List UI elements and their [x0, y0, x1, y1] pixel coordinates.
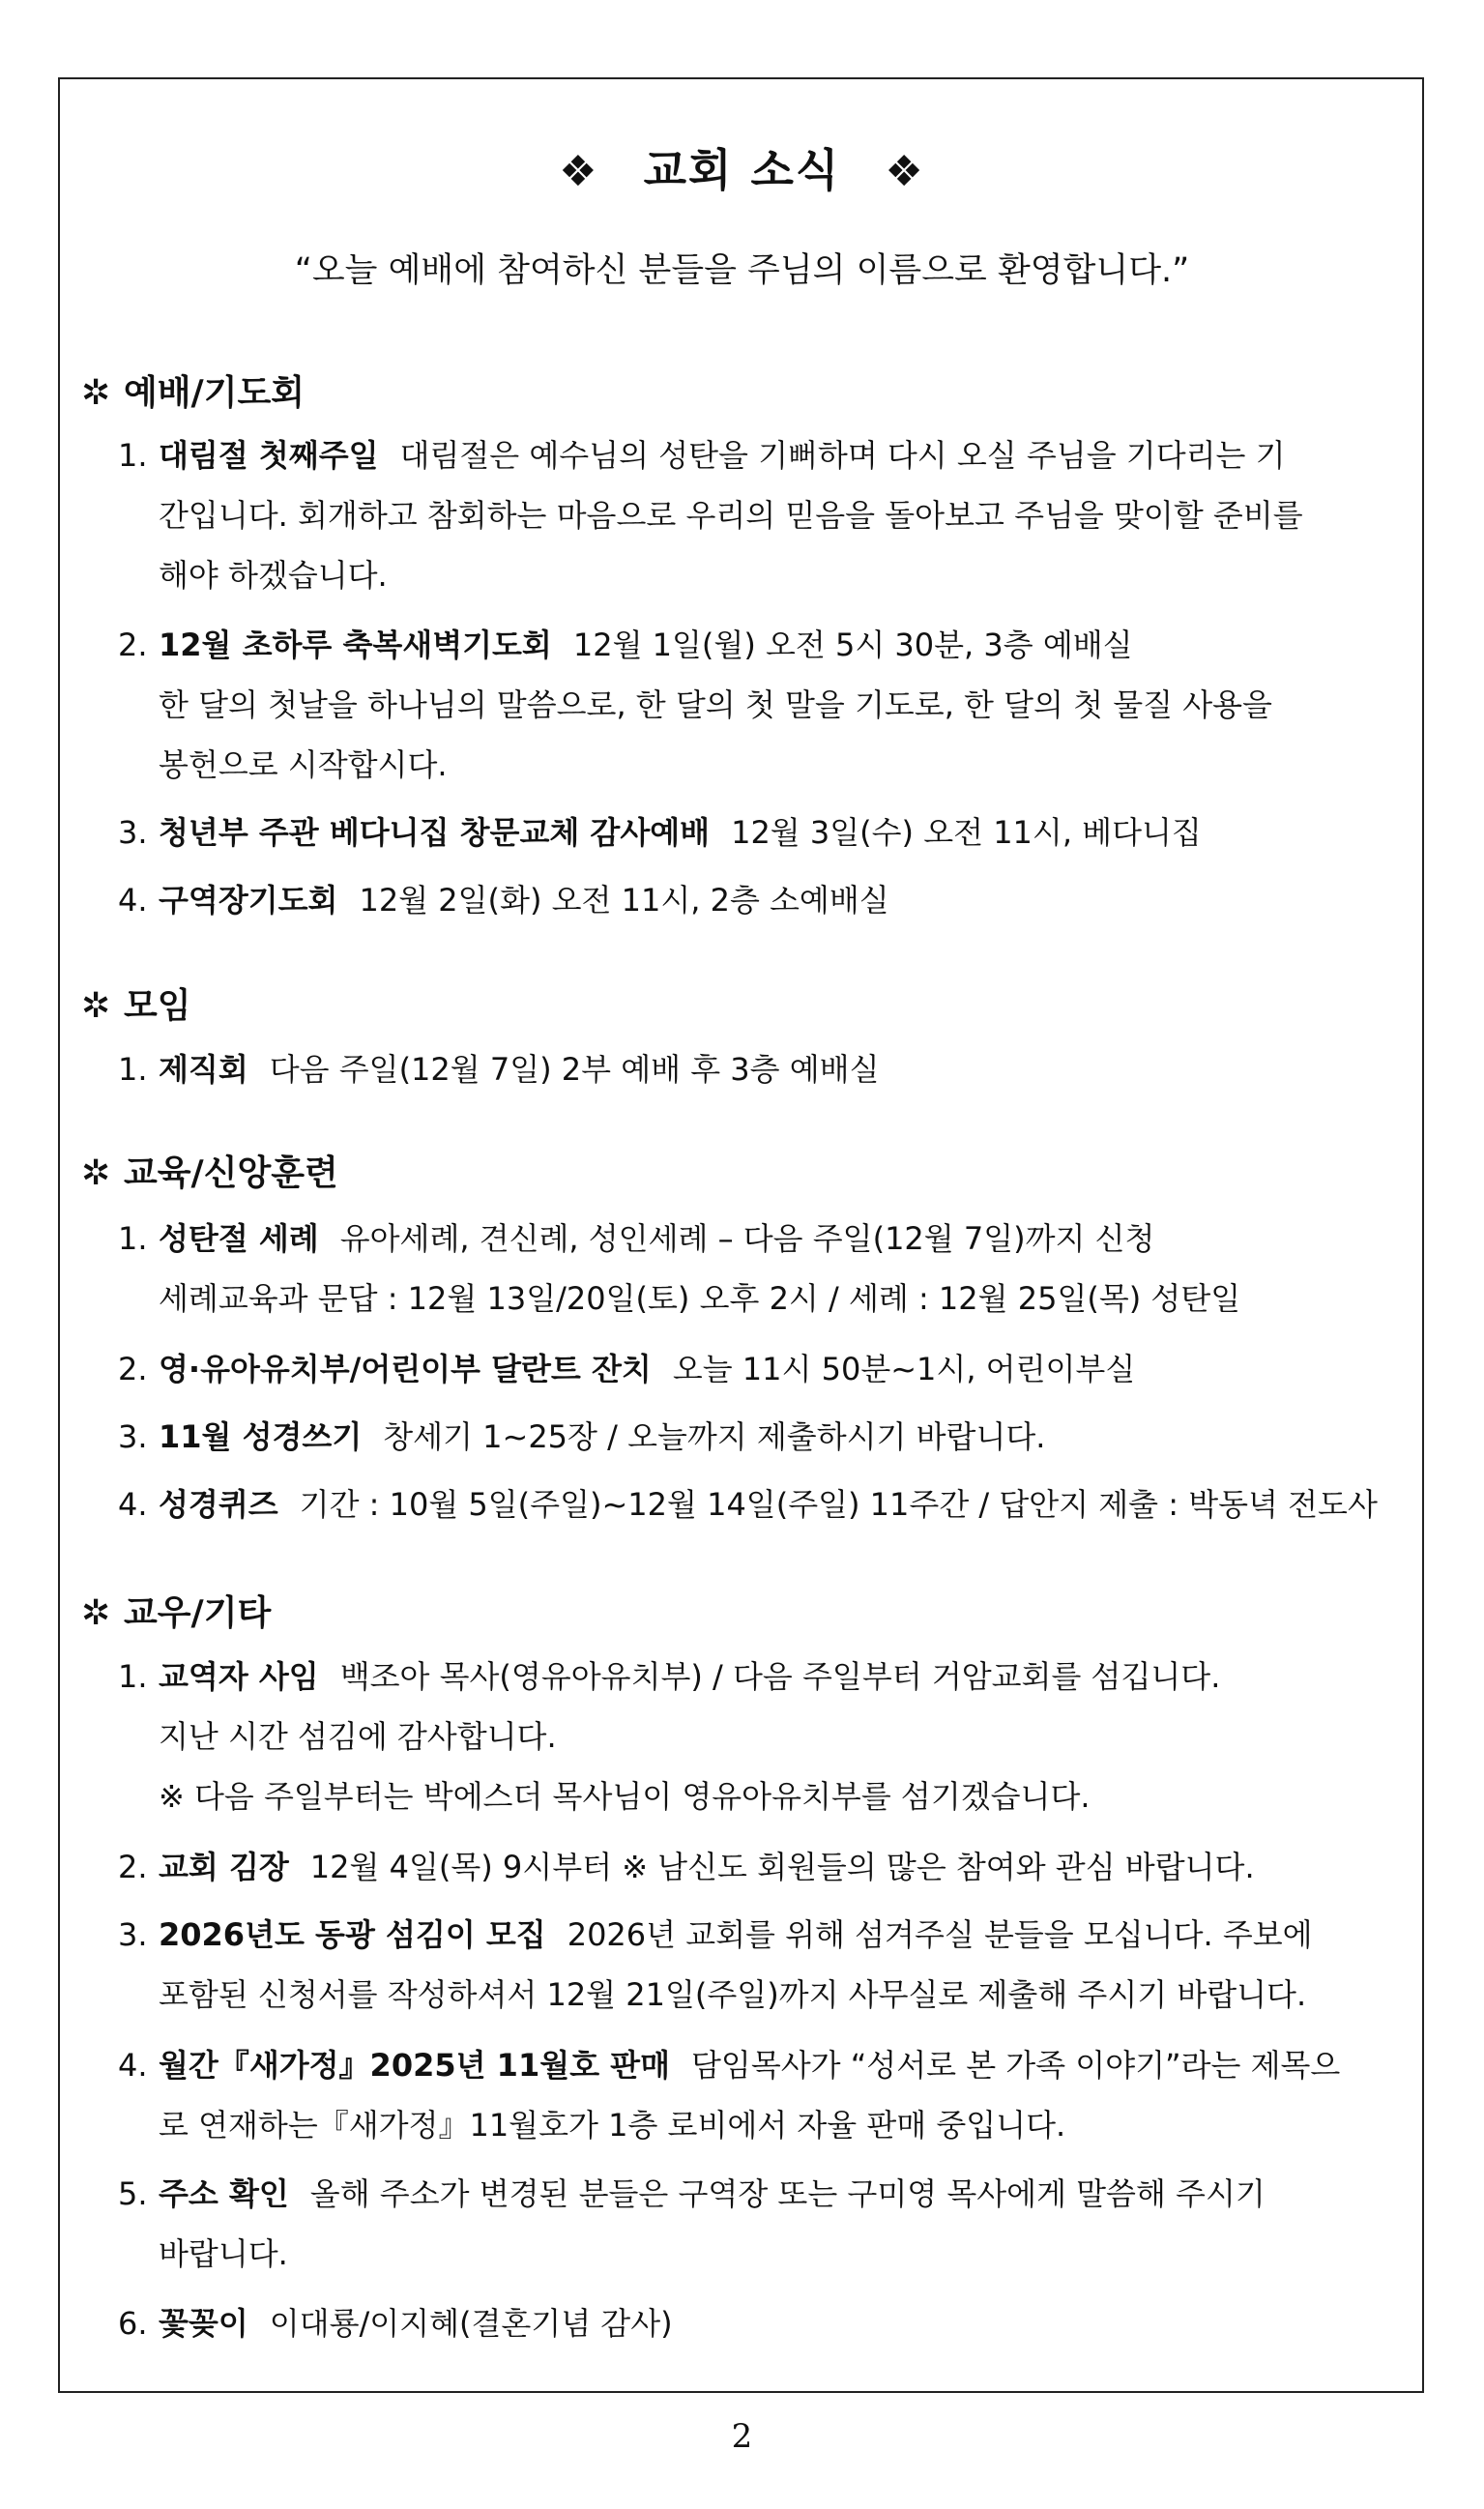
list-item: 3. 청년부 주관 베다니집 창문교체 감사예배 12월 3일(수) 오전 11시, 베다니집	[118, 814, 1202, 851]
star-icon: ✲	[81, 1593, 111, 1633]
list-item: 4. 구역장기도회 12월 2일(화) 오전 11시, 2층 소예배실	[118, 882, 889, 919]
list-item: 2. 12월 초하루 축복새벽기도회 12월 1일(월) 오전 5시 30분, 3층 예배실 한 달의 첫날을 하나님의 말씀으로, 한 달의 첫 말을 기도로, 한 달의 첫 물질 사용을 봉헌으로 시작합시다.	[118, 627, 1272, 783]
section-heading-education: ✲ 교육/신앙훈련	[81, 1153, 338, 1193]
list-item: 2. 영·유아유치부/어린이부 달란트 잔치 오늘 11시 50분~1시, 어린이부실	[118, 1351, 1136, 1387]
list-item: 3. 2026년도 동광 섬김이 모집 2026년 교회를 위해 섬겨주실 분들을 모십니다. 주보에 포함된 신청서를 작성하셔서 12월 21일(주일)까지 사무실로 제출해 주시기 바랍니다.	[118, 1916, 1313, 2013]
page-number: 2	[731, 2417, 753, 2456]
list-item: 6. 꽃꽂이 이대룡/이지혜(결혼기념 감사)	[118, 2305, 673, 2342]
welcome-message: “오늘 예배에 참여하신 분들을 주님의 이름으로 환영합니다.”	[294, 251, 1190, 290]
section-heading-meeting: ✲ 모임	[81, 986, 191, 1026]
diamond-ornament-icon: ❖	[885, 147, 925, 196]
star-icon: ✲	[81, 986, 111, 1026]
list-item: 3. 11월 성경쓰기 창세기 1~25장 / 오늘까지 제출하시기 바랍니다.	[118, 1418, 1046, 1455]
list-item: 1. 교역자 사임 백조아 목사(영유아유치부) / 다음 주일부터 거암교회를 섬깁니다. 지난 시간 섬김에 감사합니다. ※ 다음 주일부터는 박에스더 목사님이 영유아유치부를 섬기겠습니다.	[118, 1658, 1221, 1815]
list-item: 1. 대림절 첫째주일 대림절은 예수님의 성탄을 기뻐하며 다시 오실 주님을 기다리는 기 간입니다. 회개하고 참회하는 마음으로 우리의 믿음을 돌아보고 주님을 맞이할 준비를 해야 하겠습니다.	[118, 437, 1303, 594]
list-item: 4. 월간『새가정』2025년 11월호 판매 담임목사가 “성서로 본 가족 이야기”라는 제목으 로 연재하는『새가정』11월호가 1층 로비에서 자율 판매 중입니다.	[118, 2047, 1341, 2144]
title-text: 교회 소식	[643, 144, 841, 196]
star-icon: ✲	[81, 1153, 111, 1193]
list-item: 2. 교회 김장 12월 4일(목) 9시부터 ※ 남신도 회원들의 많은 참여와 관심 바랍니다.	[118, 1849, 1255, 1885]
list-item: 1. 제직회 다음 주일(12월 7일) 2부 예배 후 3층 예배실	[118, 1051, 880, 1088]
list-item: 1. 성탄절 세례 유아세례, 견신례, 성인세례 – 다음 주일(12월 7일)까지 신청 세례교육과 문답 : 12월 13일/20일(토) 오후 2시 / 세례 : 12월 25일(목) 성탄일	[118, 1220, 1241, 1317]
diamond-ornament-icon: ❖	[559, 147, 599, 196]
page-title	[0, 135, 1484, 199]
list-item: 4. 성경퀴즈 기간 : 10월 5일(주일)~12월 14일(주일) 11주간 / 답안지 제출 : 박동녁 전도사	[118, 1486, 1378, 1523]
list-item: 5. 주소 확인 올해 주소가 변경된 분들은 구역장 또는 구미영 목사에게 말씀해 주시기 바랍니다.	[118, 2175, 1266, 2272]
star-icon: ✲	[81, 373, 111, 413]
section-heading-worship: ✲ 예배/기도회	[81, 373, 306, 413]
section-heading-members: ✲ 교우/기타	[81, 1593, 272, 1633]
